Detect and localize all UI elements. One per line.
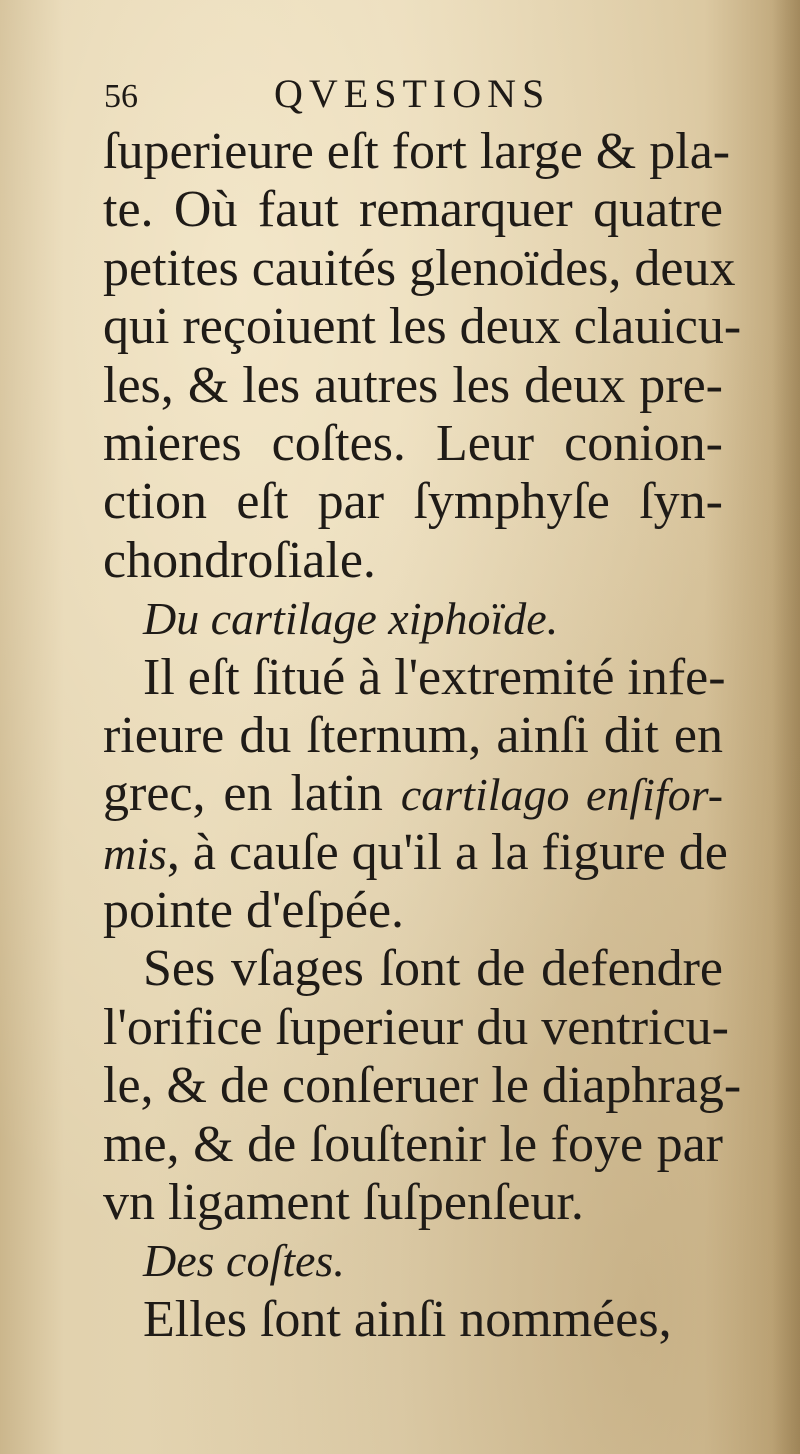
page-edge-shadow [772, 0, 800, 1454]
section-heading-xiphoide: Du cartilage xiphoïde. [143, 593, 559, 645]
text-line: mieres coſtes. Leur conion- [103, 414, 723, 472]
running-head: QVESTIONS [274, 71, 551, 116]
page-number: 56 [104, 78, 138, 115]
text-line: me, & de ſouſtenir le foye par [103, 1115, 723, 1173]
text-line: ſuperieure eſt fort large & pla- [103, 123, 731, 180]
text-line: qui reçoiuent les deux clauicu- [103, 298, 742, 356]
text-line-mixed [103, 765, 723, 823]
text-line: rieure du ſternum, ainſi dit en [103, 706, 723, 764]
section-heading-costes: Des coſtes. [143, 1235, 345, 1287]
text-fragment: grec, en latin [103, 765, 383, 823]
page-header [104, 70, 704, 130]
text-line: pointe d'eſpée. [103, 882, 405, 940]
text-line: Il eſt ſitué à l'extremité infe- [143, 648, 726, 706]
text-line-mixed [103, 823, 728, 882]
text-line: ction eſt par ſymphyſe ſyn- [103, 473, 723, 531]
text-line: chondroſiale. [103, 531, 376, 589]
text-line: les, & les autres les deux pre- [103, 356, 723, 414]
latin-term: cartilago enſifor- [400, 769, 724, 821]
text-line: te. Où faut remarquer quatre [103, 181, 723, 239]
text-line: l'orifice ſuperieur du ventricu- [103, 998, 729, 1056]
text-line: Ses vſages ſont de defendre [143, 940, 723, 998]
text-line: le, & de conſeruer le diaphrag- [103, 1057, 742, 1115]
text-line: vn ligament ſuſpenſeur. [103, 1174, 584, 1232]
body-text [103, 123, 742, 1349]
latin-term: mis [103, 827, 167, 879]
text-fragment: , à cauſe qu'il a la figure de [166, 823, 728, 881]
text-line: petites cauités glenoïdes, deux [103, 239, 736, 297]
text-line: Elles ſont ainſi nommées, [143, 1290, 672, 1348]
